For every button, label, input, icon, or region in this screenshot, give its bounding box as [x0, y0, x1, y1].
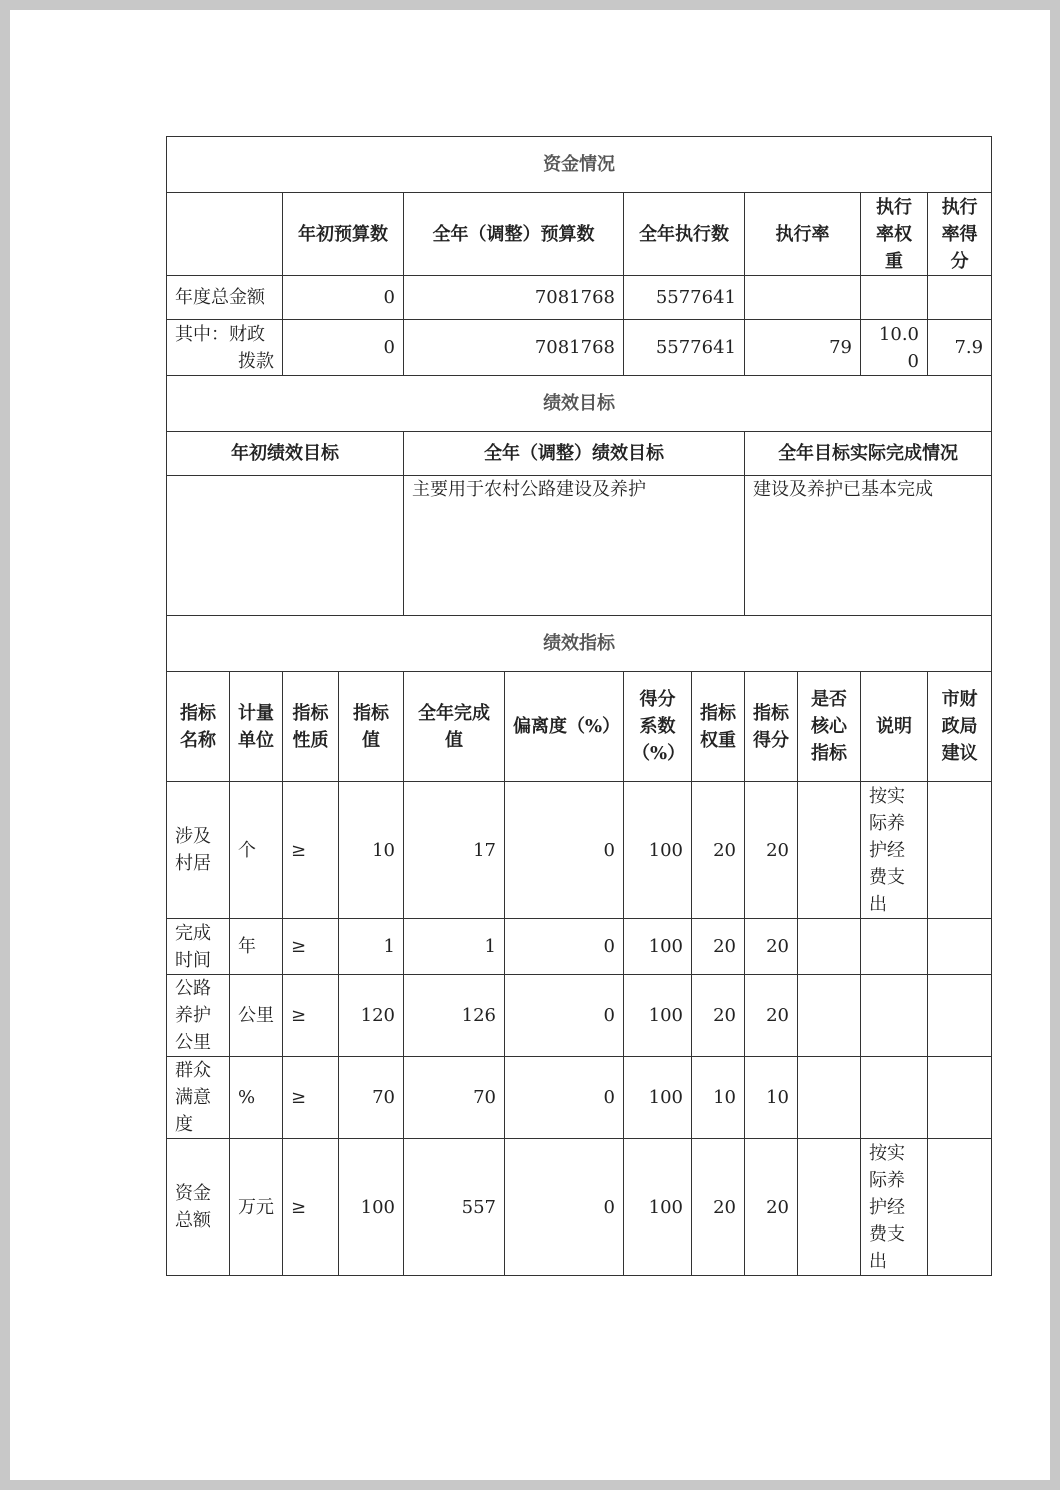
header-completed: 全年完成值: [404, 672, 505, 782]
goals-header-row: [167, 432, 992, 476]
indicator-score: 20: [745, 782, 798, 919]
indicator-row: [167, 782, 992, 919]
indicators-section-row: [167, 616, 992, 672]
indicator-score: 20: [745, 919, 798, 975]
indicator-target: 120: [339, 975, 404, 1057]
header-initial-goal: 年初绩效目标: [167, 432, 404, 476]
performance-table: [166, 136, 992, 1276]
funds-header-blank: [167, 193, 283, 276]
indicator-note: [861, 1057, 928, 1139]
indicator-core: [798, 919, 861, 975]
indicator-core: [798, 782, 861, 919]
goals-content-row: [167, 476, 992, 616]
indicator-nature: ≥: [283, 782, 339, 919]
funds-row-label: [167, 320, 283, 376]
indicator-name: 资金总额: [167, 1139, 230, 1276]
indicator-nature: ≥: [283, 1139, 339, 1276]
goals-section-row: [167, 376, 992, 432]
funds-row-label-line1: 其中：财政: [175, 323, 265, 345]
funds-header-row: [167, 193, 992, 276]
indicator-score-coef: 100: [624, 919, 692, 975]
indicator-completed: 557: [404, 1139, 505, 1276]
indicator-name: 涉及村居: [167, 782, 230, 919]
indicator-score-coef: 100: [624, 1057, 692, 1139]
indicator-deviation: 0: [505, 782, 624, 919]
indicator-name: 群众满意度: [167, 1057, 230, 1139]
funds-cell-rate: 79: [745, 320, 861, 376]
indicator-completed: 17: [404, 782, 505, 919]
indicator-deviation: 0: [505, 919, 624, 975]
indicator-note: 按实际养护经费支出: [861, 782, 928, 919]
funds-cell-weight: 10.00: [861, 320, 928, 376]
header-indicator-name: 指标名称: [167, 672, 230, 782]
funds-cell-initial: 0: [283, 320, 404, 376]
header-deviation: 偏离度（%）: [505, 672, 624, 782]
header-score: 指标得分: [745, 672, 798, 782]
indicator-note: [861, 975, 928, 1057]
indicator-nature: ≥: [283, 975, 339, 1057]
indicators-header-row: [167, 672, 992, 782]
indicator-weight: 20: [692, 1139, 745, 1276]
indicator-deviation: 0: [505, 975, 624, 1057]
indicator-weight: 20: [692, 919, 745, 975]
funds-cell-initial: 0: [283, 276, 404, 320]
indicators-section-title: 绩效指标: [167, 616, 992, 672]
header-exec-score: 执行率得分: [928, 193, 992, 276]
header-weight: 指标权重: [692, 672, 745, 782]
indicator-nature: ≥: [283, 919, 339, 975]
indicator-target: 70: [339, 1057, 404, 1139]
header-unit: 计量单位: [230, 672, 283, 782]
indicator-completed: 1: [404, 919, 505, 975]
indicator-row: [167, 919, 992, 975]
indicator-note: 按实际养护经费支出: [861, 1139, 928, 1276]
funds-cell-executed: 5577641: [624, 320, 745, 376]
indicator-row: [167, 1139, 992, 1276]
goal-adjusted-text: 主要用于农村公路建设及养护: [404, 476, 745, 616]
indicator-suggestion: [928, 1057, 992, 1139]
funds-section-title: 资金情况: [167, 137, 992, 193]
indicator-note: [861, 919, 928, 975]
header-nature: 指标性质: [283, 672, 339, 782]
header-exec-rate: 执行率: [745, 193, 861, 276]
funds-row-label-line2: 拨款: [238, 350, 274, 372]
header-note: 说明: [861, 672, 928, 782]
funds-cell-executed: 5577641: [624, 276, 745, 320]
indicator-target: 1: [339, 919, 404, 975]
funds-cell-adjusted: 7081768: [404, 276, 624, 320]
indicator-row: [167, 1057, 992, 1139]
indicator-name: 公路养护公里: [167, 975, 230, 1057]
header-initial-budget: 年初预算数: [283, 193, 404, 276]
header-adjusted-goal: 全年（调整）绩效目标: [404, 432, 745, 476]
indicator-nature: ≥: [283, 1057, 339, 1139]
indicator-unit: %: [230, 1057, 283, 1139]
header-executed: 全年执行数: [624, 193, 745, 276]
indicator-score-coef: 100: [624, 975, 692, 1057]
header-core: 是否核心指标: [798, 672, 861, 782]
indicator-suggestion: [928, 782, 992, 919]
funds-cell-score: 7.9: [928, 320, 992, 376]
funds-cell-weight: [861, 276, 928, 320]
header-score-coef: 得分系数（%）: [624, 672, 692, 782]
indicator-core: [798, 975, 861, 1057]
indicator-suggestion: [928, 1139, 992, 1276]
indicator-unit: 万元: [230, 1139, 283, 1276]
funds-section-row: [167, 137, 992, 193]
indicator-deviation: 0: [505, 1057, 624, 1139]
indicator-deviation: 0: [505, 1139, 624, 1276]
indicator-target: 100: [339, 1139, 404, 1276]
indicator-weight: 10: [692, 1057, 745, 1139]
indicator-unit: 公里: [230, 975, 283, 1057]
indicator-suggestion: [928, 975, 992, 1057]
indicator-name: 完成时间: [167, 919, 230, 975]
header-actual-goal: 全年目标实际完成情况: [745, 432, 992, 476]
indicator-score: 20: [745, 1139, 798, 1276]
indicator-score: 20: [745, 975, 798, 1057]
indicator-suggestion: [928, 919, 992, 975]
indicator-row: [167, 975, 992, 1057]
indicator-completed: 126: [404, 975, 505, 1057]
indicator-weight: 20: [692, 782, 745, 919]
goal-initial-text: [167, 476, 404, 616]
indicator-core: [798, 1139, 861, 1276]
header-adjusted-budget: 全年（调整）预算数: [404, 193, 624, 276]
goals-section-title: 绩效目标: [167, 376, 992, 432]
indicator-core: [798, 1057, 861, 1139]
funds-row-total: [167, 276, 992, 320]
indicator-score-coef: 100: [624, 1139, 692, 1276]
goal-actual-text: 建设及养护已基本完成: [745, 476, 992, 616]
funds-row-label: 年度总金额: [167, 276, 283, 320]
header-suggestion: 市财政局建议: [928, 672, 992, 782]
indicator-unit: 年: [230, 919, 283, 975]
document-page: [10, 10, 1050, 1480]
indicator-completed: 70: [404, 1057, 505, 1139]
header-exec-weight: 执行率权重: [861, 193, 928, 276]
indicator-score-coef: 100: [624, 782, 692, 919]
header-target: 指标值: [339, 672, 404, 782]
indicator-weight: 20: [692, 975, 745, 1057]
funds-cell-adjusted: 7081768: [404, 320, 624, 376]
funds-row-fiscal: [167, 320, 992, 376]
indicator-score: 10: [745, 1057, 798, 1139]
indicator-unit: 个: [230, 782, 283, 919]
funds-cell-score: [928, 276, 992, 320]
funds-cell-rate: [745, 276, 861, 320]
indicator-target: 10: [339, 782, 404, 919]
